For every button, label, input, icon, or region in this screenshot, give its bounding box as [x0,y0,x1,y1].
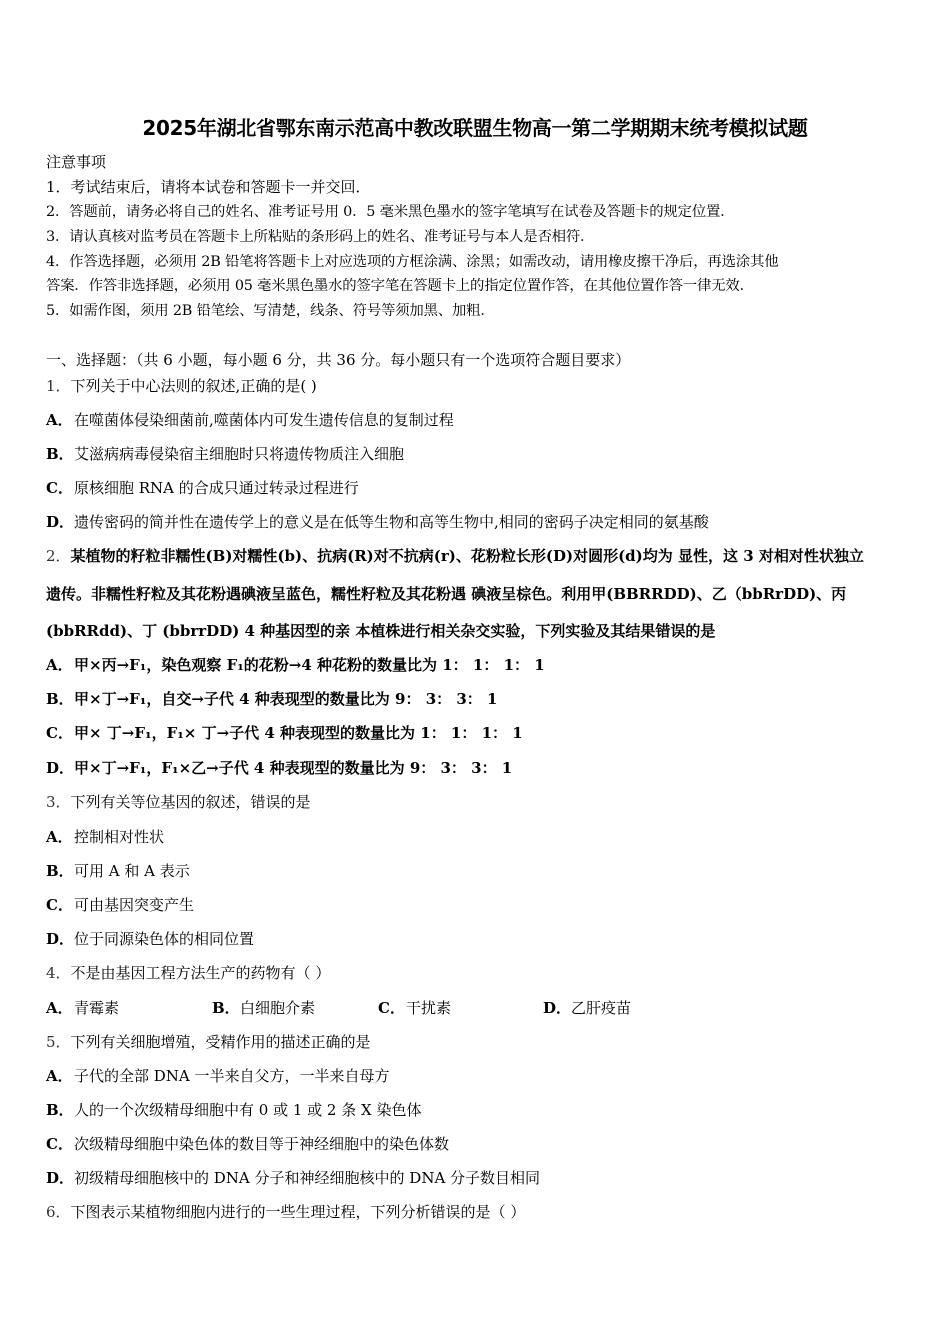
option-text: 次级精母细胞中染色体的数目等于神经细胞中的染色体数 [74,1135,450,1153]
option-label: D． [46,930,75,948]
question-stem: 下图表示某植物细胞内进行的一些生理过程，下列分析错误的是（ ） [70,1203,526,1221]
question-5 [46,1032,371,1052]
q1-option-b [46,444,404,464]
question-1 [46,376,317,396]
question-stem: 下列有关细胞增殖，受精作用的描述正确的是 [70,1033,371,1051]
question-number: 3． [46,793,71,811]
question-stem-line-1: 某植物的籽粒非糯性(B)对糯性(b)、抗病(R)对不抗病(r)、花粉粒长形(D)对圆形(d)均为 显性，这 3 对相对性状独立 [70,547,864,565]
option-text: 人的一个次级精母细胞中有 0 或 1 或 2 条 X 染色体 [74,1101,422,1119]
question-stem-line-2: 遗传。非糯性籽粒及其花粉遇碘液呈蓝色，糯性籽粒及其花粉遇 碘液呈棕色。利用甲(BBRRDD)、乙（bbRrDD)、丙 [46,585,847,603]
option-text: 在噬菌体侵染细菌前,噬菌体内可发生遗传信息的复制过程 [74,411,454,429]
option-label: D． [46,513,75,531]
q4-option-c [378,998,451,1018]
question-number: 5． [46,1033,71,1051]
q2-option-a [46,655,545,675]
option-label: D． [543,999,572,1017]
question-2 [46,546,864,566]
option-text: 白细胞介素 [240,999,316,1017]
option-text: 干扰素 [406,999,452,1017]
notice-item-2: 2．答题前，请务必将自己的姓名、准考证号用 0．5 毫米黑色墨水的签字笔填写在试卷及答题卡的规定位置． [46,204,735,220]
option-label: B． [212,999,240,1017]
option-text: 乙肝疫苗 [571,999,632,1017]
option-text: 甲×丁→F₁，F₁×乙→子代 4 种表现型的数量比为 9： 3： 3： 1 [74,759,513,777]
option-text: 遗传密码的简并性在遗传学上的意义是在低等生物和高等生物中,相同的密码子决定相同的氨基酸 [74,513,709,531]
notice-item-4: 4．作答选择题，必须用 2B 铅笔将答题卡上对应选项的方框涂满、涂黑；如需改动，请用橡皮擦干净后，再选涂其他 [46,254,779,270]
q3-option-b [46,861,190,881]
question-3 [46,792,311,812]
question-stem: 下列有关等位基因的叙述，错误的是 [70,793,311,811]
option-label: B． [46,862,74,880]
option-label: D． [46,1169,75,1187]
q5-option-d [46,1168,540,1188]
q1-option-d [46,512,709,532]
question-number: 1． [46,377,71,395]
option-text: 位于同源染色体的相同位置 [74,930,255,948]
exam-title: 2025年湖北省鄂东南示范高中教改联盟生物高一第二学期期末统考模拟试题 [142,116,808,140]
q3-option-d [46,929,254,949]
question-4 [46,963,330,983]
q4-option-d [543,998,631,1018]
option-label: C． [46,1135,73,1153]
option-label: B． [46,445,74,463]
option-label: A． [46,656,73,674]
option-text: 子代的全部 DNA 一半来自父方，一半来自母方 [74,1067,390,1085]
option-text: 甲× 丁→F₁，F₁× 丁→子代 4 种表现型的数量比为 1： 1： 1： 1 [74,724,523,742]
q5-option-b [46,1100,421,1120]
q1-option-a [46,410,454,430]
section-heading: 一、选择题：（共 6 小题，每小题 6 分，共 36 分。每小题只有一个选项符合题目要求） [46,351,631,369]
option-label: A． [46,828,73,846]
option-label: A． [46,411,73,429]
q5-option-a [46,1066,390,1086]
option-label: B． [46,1101,74,1119]
option-text: 青霉素 [74,999,120,1017]
option-label: A． [46,1067,73,1085]
q3-option-c [46,895,194,915]
option-label: C． [46,896,73,914]
option-label: C． [378,999,405,1017]
question-stem-line-3: (bbRRdd)、丁 (bbrrDD) 4 种基因型的亲 本植株进行相关杂交实验，下列实验及其结果错误的是 [46,622,716,640]
q3-option-a [46,827,164,847]
question-number: 6． [46,1203,71,1221]
q4-option-b [212,998,315,1018]
notice-heading: 注意事项 [46,153,107,171]
question-stem: 下列关于中心法则的叙述,正确的是( ) [70,377,317,395]
option-text: 艾滋病病毒侵染宿主细胞时只将遗传物质注入细胞 [74,445,405,463]
q1-option-c [46,478,359,498]
q4-option-a [46,998,119,1018]
question-stem: 不是由基因工程方法生产的药物有（ ） [70,964,331,982]
option-text: 控制相对性状 [74,828,165,846]
q2-option-c [46,723,523,743]
question-number: 4． [46,964,71,982]
notice-item-1: 1．考试结束后，请将本试卷和答题卡一并交回． [46,178,371,196]
option-label: C． [46,724,73,742]
option-text: 可由基因突变产生 [74,896,195,914]
q2-option-b [46,689,497,709]
notice-item-3: 3．请认真核对监考员在答题卡上所粘贴的条形码上的姓名、准考证号与本人是否相符． [46,229,595,245]
option-label: B． [46,690,74,708]
q2-option-d [46,758,512,778]
option-text: 甲×丙→F₁，染色观察 F₁的花粉→4 种花粉的数量比为 1： 1： 1： 1 [74,656,545,674]
notice-item-4-cont: 答案．作答非选择题，必须用 05 毫米黑色墨水的签字笔在答题卡上的指定位置作答，在其他位置作答一律无效． [46,278,754,294]
option-label: D． [46,759,75,777]
question-number: 2． [46,547,71,565]
notice-item-5: 5．如需作图，须用 2B 铅笔绘、写清楚，线条、符号等须加黑、加粗． [46,303,495,319]
option-text: 原核细胞 RNA 的合成只通过转录过程进行 [74,479,359,497]
q5-option-c [46,1134,449,1154]
option-text: 甲×丁→F₁，自交→子代 4 种表现型的数量比为 9： 3： 3： 1 [74,690,498,708]
option-label: A． [46,999,73,1017]
question-6 [46,1202,525,1222]
option-label: C． [46,479,73,497]
option-text: 可用 A 和 A 表示 [74,862,190,880]
option-text: 初级精母细胞核中的 DNA 分子和神经细胞核中的 DNA 分子数目相同 [74,1169,541,1187]
